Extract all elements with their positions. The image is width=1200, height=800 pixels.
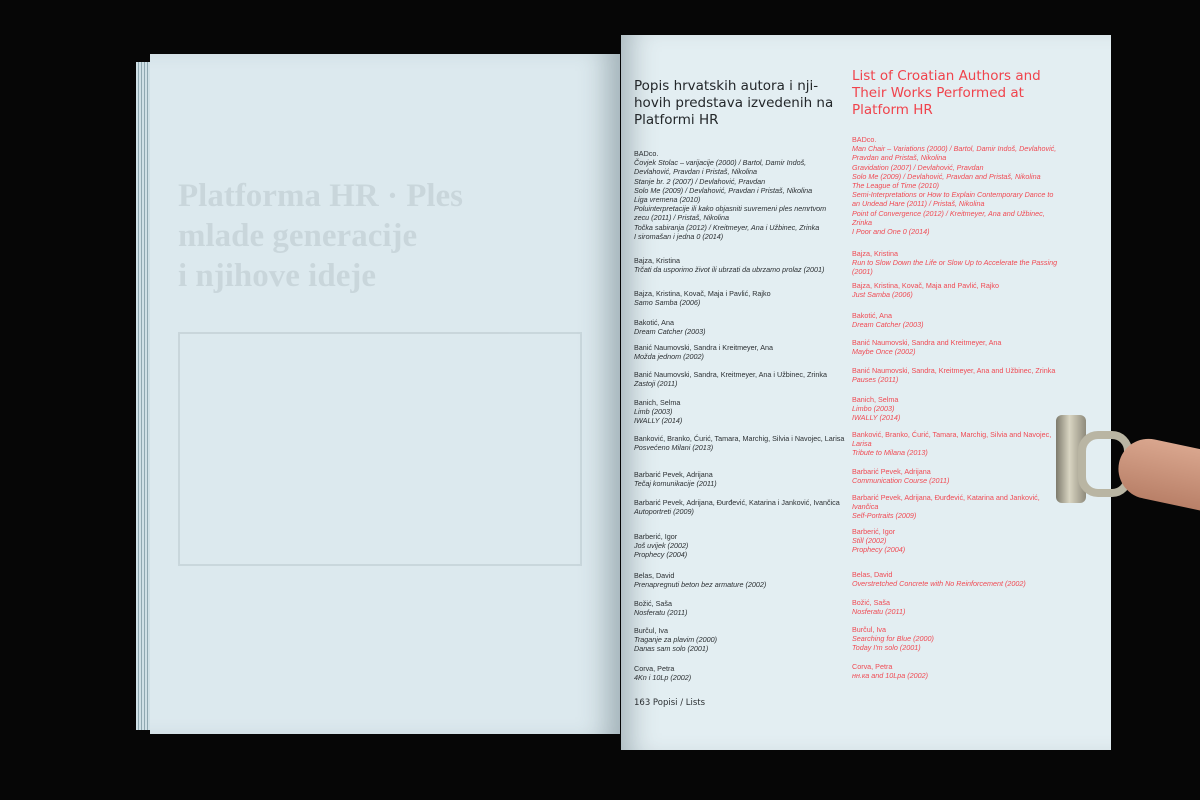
list-item xyxy=(852,311,1052,329)
entry-work: Limbo (2003) xyxy=(852,404,895,414)
entry-work: zecu (2011) / Pristaš, Nikolina xyxy=(634,213,729,223)
entry-work: Gravidation (2007) / Devlahović, Pravdan xyxy=(852,162,984,172)
list-item xyxy=(852,249,1058,277)
entry-work: Solo Me (2009) / Devlahović, Pravdan and Pristaš, Nikolina xyxy=(852,171,1041,181)
entry-author: Banich, Selma xyxy=(634,398,681,407)
entry-work: Pauses (2011) xyxy=(852,375,899,385)
entry-work: Today I'm solo (2001) xyxy=(852,643,921,653)
entry-work: Nosferatu (2011) xyxy=(634,608,688,618)
entry-author: Corva, Petra xyxy=(852,662,893,671)
entry-work: Ivančica xyxy=(852,502,879,512)
entry-author: Belas, David xyxy=(852,570,893,579)
list-item xyxy=(852,598,1052,616)
entry-work: (2001) xyxy=(852,267,873,277)
entry-author: Bakotić, Ana xyxy=(634,318,674,327)
entry-work: IWALLY (2014) xyxy=(852,413,901,423)
list-item xyxy=(852,467,1052,485)
entry-work: I siromašan i jedna 0 (2014) xyxy=(634,231,724,241)
entry-work: Still (2002) xyxy=(852,536,887,546)
entry-work: Autoportreti (2009) xyxy=(634,507,694,517)
list-item xyxy=(852,493,1052,521)
entry-work: Solo Me (2009) / Devlahović, Pravdan i Pristaš, Nikolina xyxy=(634,185,813,195)
entry-author: Bajza, Kristina, Kovač, Maja i Pavlić, Rajko xyxy=(634,289,771,298)
entry-work: Čovjek Stolac – varijacije (2000) / Bartol, Damir Indoš, xyxy=(634,158,807,168)
list-item xyxy=(634,256,844,274)
entry-author: Bajza, Kristina xyxy=(852,249,898,258)
entry-work: Just Samba (2006) xyxy=(852,290,913,300)
entry-author: Burčul, Iva xyxy=(634,626,668,635)
show-through-print: Platforma HR · Ples mlade generacije i njihove ideje xyxy=(178,176,598,596)
entry-author: Barbarić Pevek, Adrijana xyxy=(852,467,931,476)
list-item xyxy=(852,625,1052,653)
heading-line: Platformi HR xyxy=(634,112,719,128)
entry-work: Zastoji (2011) xyxy=(634,379,678,389)
entry-work: Communication Course (2011) xyxy=(852,476,950,486)
entry-author: Banković, Branko, Ćurić, Tamara, Marchig, Silvia and Navojec, xyxy=(852,430,1052,439)
entry-work: Self-Portraits (2009) xyxy=(852,511,917,521)
entry-author: BADco. xyxy=(634,149,659,158)
entry-work: Maybe Once (2002) xyxy=(852,347,916,357)
list-item xyxy=(634,532,844,560)
entry-work: IWALLY (2014) xyxy=(634,416,683,426)
croatian-heading xyxy=(634,78,844,129)
entry-work: Liga vremena (2010) xyxy=(634,195,701,205)
entry-author: Corva, Petra xyxy=(634,664,675,673)
list-item xyxy=(634,370,844,388)
entry-author: Barbarić Pevek, Adrijana, Đurđević, Katarina i Janković, Ivančica xyxy=(634,498,840,507)
list-item xyxy=(634,318,844,336)
entry-work: Trčati da usporimo život ili ubrzati da ubrzamo prolaz (2001) xyxy=(634,265,825,275)
entry-work: Point of Convergence (2012) / Kreitmeyer, Ana and Užbinec, xyxy=(852,208,1045,218)
entry-work: Searching for Blue (2000) xyxy=(852,634,934,644)
entry-author: Božić, Saša xyxy=(634,599,672,608)
entry-work: Dream Catcher (2003) xyxy=(634,327,706,337)
entry-work: Posvećeno Milani (2013) xyxy=(634,443,714,453)
list-item xyxy=(852,338,1052,356)
list-item xyxy=(634,626,844,654)
entry-author: Banić Naumovski, Sandra, Kreitmeyer, Ana i Užbinec, Zrinka xyxy=(634,370,827,379)
entry-work: Pravdan and Pristaš, Nikolina xyxy=(852,153,947,163)
list-item xyxy=(852,430,1052,458)
list-item xyxy=(634,498,844,516)
list-item xyxy=(852,662,1052,680)
croatian-column xyxy=(634,78,845,683)
page-folio: 163 Popisi / Lists xyxy=(634,698,706,708)
entry-work: I Poor and One 0 (2014) xyxy=(852,227,930,237)
entry-work: нн.ка and 10Lpa (2002) xyxy=(852,671,929,681)
entry-author: Banić Naumovski, Sandra and Kreitmeyer, Ana xyxy=(852,338,1002,347)
entry-work: Prophecy (2004) xyxy=(634,550,688,560)
entry-work: The League of Time (2010) xyxy=(852,181,940,191)
list-item xyxy=(852,527,1052,555)
entry-author: Barberić, Igor xyxy=(634,532,678,541)
entry-work: Prenapregnuti beton bez armature (2002) xyxy=(634,580,767,590)
list-item xyxy=(634,470,844,488)
entry-author: Banković, Branko, Ćurić, Tamara, Marchig, Silvia i Navojec, Larisa xyxy=(634,434,845,443)
list-item xyxy=(634,571,844,589)
list-item xyxy=(634,149,844,241)
entry-author: Banić Naumovski, Sandra, Kreitmeyer, Ana and Užbinec, Zrinka xyxy=(852,366,1056,375)
entry-work: Poluinterpretacije ili kako objasniti suvremeni ples nemrtvom xyxy=(634,204,827,214)
list-item xyxy=(852,281,1052,299)
binder-clip xyxy=(1048,411,1118,506)
entry-author: Bajza, Kristina, Kovač, Maja and Pavlić, Rajko xyxy=(852,281,1000,290)
entry-work: an Undead Hare (2011) / Pristaš, Nikolina xyxy=(852,199,985,209)
entry-work: Overstretched Concrete with No Reinforcement (2002) xyxy=(852,579,1026,589)
entry-work: Man Chair – Variations (2000) / Bartol, Damir Indoš, Devlahović, xyxy=(852,144,1057,154)
entry-work: Dream Catcher (2003) xyxy=(852,320,924,330)
entry-author: Bakotić, Ana xyxy=(852,311,892,320)
entry-work: Tečaj komunikacije (2011) xyxy=(634,479,717,489)
entry-author: Barbarić Pevek, Adrijana, Đurđević, Katarina and Janković, xyxy=(852,493,1040,502)
entry-author: Barberić, Igor xyxy=(852,527,896,536)
entry-author: Božić, Saša xyxy=(852,598,890,607)
entry-work: Još uvijek (2002) xyxy=(634,541,689,551)
list-item xyxy=(852,135,1057,237)
english-column xyxy=(852,68,1058,681)
entry-author: Banić Naumovski, Sandra i Kreitmeyer, Ana xyxy=(634,343,774,352)
list-item xyxy=(852,570,1052,588)
entry-work: Zrinka xyxy=(852,217,872,227)
heading-line: Popis hrvatskih autora i nji- xyxy=(634,78,819,94)
entry-work: Semi-Interpretations or How to Explain Contemporary Dance to xyxy=(852,190,1054,200)
entry-author: Bajza, Kristina xyxy=(634,256,680,265)
list-item xyxy=(634,664,844,682)
entry-work: Larisa xyxy=(852,439,872,449)
entry-work: Danas sam solo (2001) xyxy=(634,644,709,654)
entry-work: Možda jednom (2002) xyxy=(634,352,704,362)
entry-work: 4Kn i 10Lp (2002) xyxy=(634,673,692,683)
heading-line: Platform HR xyxy=(852,102,933,118)
list-item xyxy=(634,599,844,617)
list-item xyxy=(634,289,844,307)
entry-author: Burčul, Iva xyxy=(852,625,886,634)
list-item xyxy=(634,398,844,426)
list-item xyxy=(634,343,844,361)
list-item xyxy=(852,366,1056,385)
entry-work: Prophecy (2004) xyxy=(852,545,906,555)
entry-author: Banich, Selma xyxy=(852,395,899,404)
entry-author: Barbarić Pevek, Adrijana xyxy=(634,470,713,479)
english-heading xyxy=(852,68,1052,119)
entry-author: BADco. xyxy=(852,135,877,144)
entry-work: Run to Slow Down the Life or Slow Up to Accelerate the Passing xyxy=(852,258,1058,268)
entry-work: Stanje br. 2 (2007) / Devlahović, Pravdan xyxy=(634,176,766,186)
entry-work: Traganje za plavim (2000) xyxy=(634,635,717,645)
heading-line: hovih predstava izvedenih na xyxy=(634,95,834,111)
heading-line: List of Croatian Authors and xyxy=(852,68,1041,84)
list-item xyxy=(852,395,1052,423)
list-item xyxy=(634,434,844,452)
entry-work: Točka sabiranja (2012) / Kreitmeyer, Ana i Užbinec, Zrinka xyxy=(634,222,820,232)
entry-work: Nosferatu (2011) xyxy=(852,607,906,617)
entry-author: Belas, David xyxy=(634,571,675,580)
entry-work: Devlahović, Pravdan i Pristaš, Nikolina xyxy=(634,167,758,177)
heading-line: Their Works Performed at xyxy=(852,85,1024,101)
entry-work: Tribute to Milana (2013) xyxy=(852,448,928,458)
entry-work: Samo Samba (2006) xyxy=(634,298,701,308)
entry-work: Limb (2003) xyxy=(634,407,673,417)
